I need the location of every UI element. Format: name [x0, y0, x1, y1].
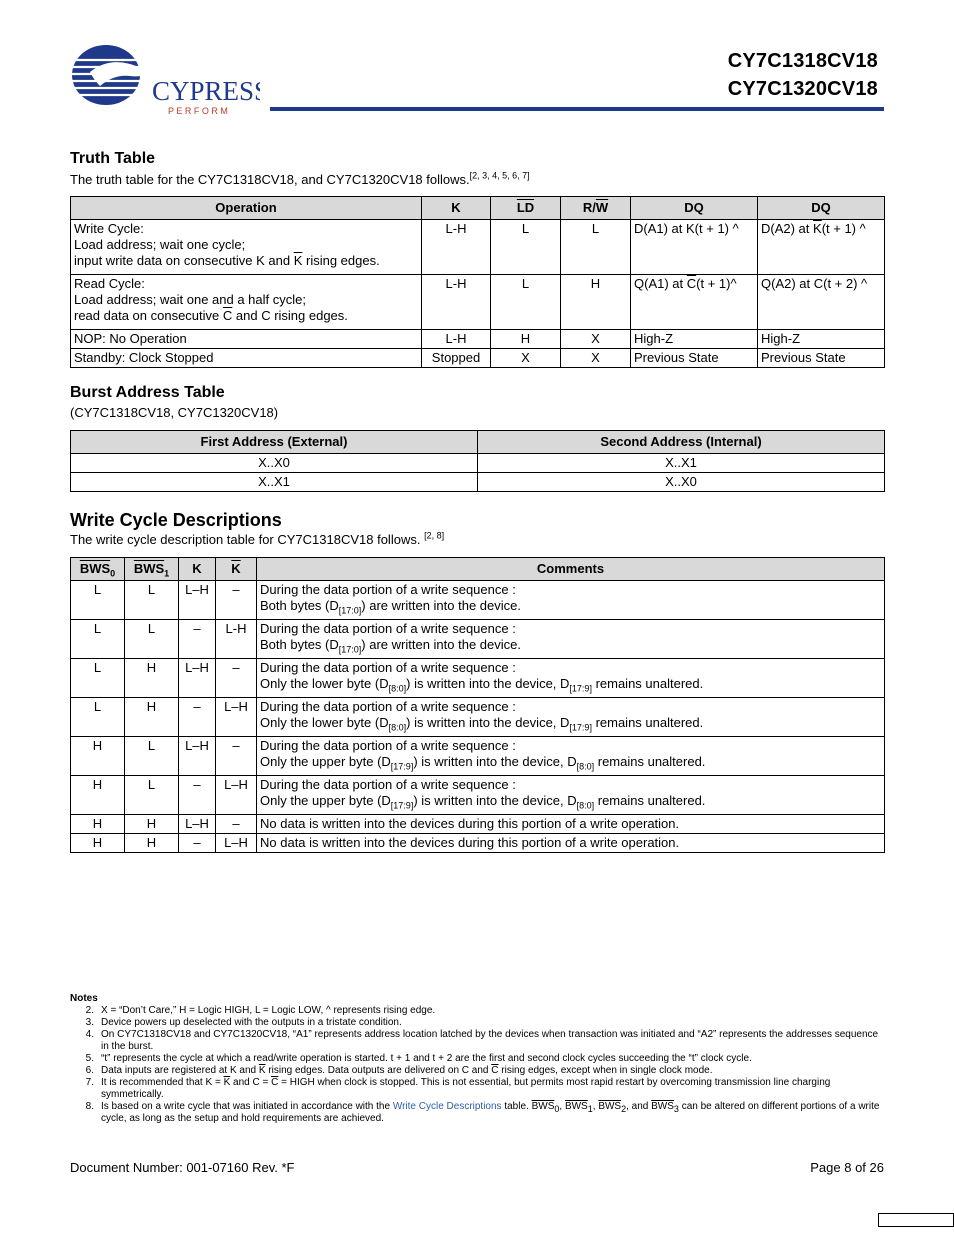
cell-bws0: H [71, 815, 125, 834]
cell-rw: L [561, 220, 631, 275]
write-table-title: Write Cycle Descriptions [70, 510, 282, 530]
notes [70, 993, 885, 1125]
cell-dq2: Previous State [758, 349, 885, 368]
write-table-header [71, 558, 885, 581]
cell-bws1: L [125, 581, 179, 620]
table-row [71, 737, 885, 776]
cypress-logo [70, 42, 260, 120]
col-rw: $R/\overline{W}$ [561, 197, 631, 220]
cell-bws1: H [125, 834, 179, 853]
note-3: 3. Device powers up deselected with the outputs in a tristate condition. [85, 1017, 402, 1028]
cell-k: L-H [422, 275, 491, 330]
col-k: K [179, 558, 216, 581]
table-row [71, 330, 885, 349]
cell-bws0: H [71, 834, 125, 853]
col-dq2: DQ [758, 197, 885, 220]
note-8: 8. Is based on a write cycle that was initiated in accordance with the Write Cycle Descriptions table. $\overline{BWS}_0$, $\overline{BWS}_1$, $\overline{BWS}_2$, and $\overline{BWS}_3$ can be altered on different portions of a write cycle, as long as the setup and hold requirements are achieved. [85, 1101, 880, 1124]
cell-k: L-H [422, 330, 491, 349]
cell-dq1: D(A1) at K(t + 1) ^ [631, 220, 758, 275]
note-5: 5. “t” represents the cycle at which a read/write operation is started. t + 1 and t + 2 are the first and second clock cycles succeeding the “t” clock cycle. [85, 1053, 752, 1064]
cell-rw: X [561, 349, 631, 368]
cell-operation: Write Cycle: Load address; wait one cycle; input write data on consecutive K and $\overline{K}$ rising edges. [71, 220, 422, 275]
col-bws0: $\overline{BWS}_0$ [71, 558, 125, 581]
cell-comment: No data is written into the devices during this portion of a write operation. [257, 834, 885, 853]
cell-operation: NOP: No Operation [71, 330, 422, 349]
cell-bws0: L [71, 620, 125, 659]
col-comments: Comments [257, 558, 885, 581]
burst-table-subtitle: (CY7C1318CV18, CY7C1320CV18) [70, 405, 279, 420]
cell-bws1: L [125, 620, 179, 659]
col-dq1: DQ [631, 197, 758, 220]
cell-second: X..X0 [478, 473, 885, 492]
table-row [71, 349, 885, 368]
cell-second: X..X1 [478, 454, 885, 473]
cell-comment: During the data portion of a write sequence : Only the lower byte $(D_{[8:0]})$ is written into the device, $D_{[17:9]}$ remains unaltered. [257, 698, 885, 737]
cell-bws0: H [71, 776, 125, 815]
cell-bws0: H [71, 737, 125, 776]
table-row [71, 220, 885, 275]
cell-k: – [179, 834, 216, 853]
table-row [71, 473, 885, 492]
cell-k: – [179, 620, 216, 659]
cell-ld: L [491, 275, 561, 330]
burst-table [70, 430, 885, 492]
truth-table-intro: The truth table for the CY7C1318CV18, and CY7C1320CV18 follows.[2, 3, 4, 5, 6, 7] [70, 170, 530, 187]
note-6: 6. Data inputs are registered at K and $\overline{K}$ rising edges. Data outputs are delivered on C and $\overline{C}$ rising edges, except when in single clock mode. [85, 1065, 713, 1076]
col-ld: $\overline{LD}$ [491, 197, 561, 220]
truth-table [70, 196, 885, 368]
cell-dq1: Previous State [631, 349, 758, 368]
cell-first: X..X0 [71, 454, 478, 473]
cell-bws0: L [71, 659, 125, 698]
notes-title: Notes [70, 993, 98, 1004]
cell-k: L–H [179, 737, 216, 776]
cell-kbar: – [216, 737, 257, 776]
table-row [71, 581, 885, 620]
write-cycle-table [70, 557, 885, 853]
burst-table-header [71, 431, 885, 454]
table-row [71, 454, 885, 473]
cell-kbar: L–H [216, 698, 257, 737]
cell-comment: During the data portion of a write sequence : Both bytes $(D_{[17:0]})$ are written into the device. [257, 620, 885, 659]
note-2: 2. X = “Don’t Care,” H = Logic HIGH, L = Logic LOW, ^ represents rising edge. [85, 1005, 436, 1016]
cell-rw: X [561, 330, 631, 349]
cell-ld: H [491, 330, 561, 349]
cell-dq2: High-Z [758, 330, 885, 349]
document-number: Document Number: 001-07160 Rev. *F [70, 1160, 295, 1175]
part-number-1: CY7C1318CV18 [727, 50, 878, 72]
cell-bws1: H [125, 659, 179, 698]
cell-kbar: L–H [216, 776, 257, 815]
cell-kbar: L–H [216, 834, 257, 853]
cell-k: L–H [179, 659, 216, 698]
cell-kbar: – [216, 659, 257, 698]
col-operation: Operation [71, 197, 422, 220]
table-row [71, 698, 885, 737]
note-4: 4. On CY7C1318CV18 and CY7C1320CV18, “A1” represents address location latched by the devices when transaction was initiated and “A2” represents the addresses sequence in the burst. [85, 1029, 879, 1052]
cell-k: Stopped [422, 349, 491, 368]
cell-bws0: L [71, 698, 125, 737]
cell-comment: During the data portion of a write sequence : Only the upper byte $(D_{[17:9]})$ is written into the device, $D_{[8:0]}$ remains unaltered. [257, 737, 885, 776]
logo-tagline: P E R F O R M [168, 106, 228, 116]
table-row [71, 275, 885, 330]
table-row [71, 834, 885, 853]
cell-dq1: High-Z [631, 330, 758, 349]
write-cycle-descriptions-link[interactable]: Write Cycle Descriptions [392, 1101, 502, 1112]
col-kbar: $\overline{K}$ [216, 558, 257, 581]
cell-dq2: D(A2) at $\overline{K}(t + 1)$ ^ [758, 220, 885, 275]
cell-kbar: – [216, 581, 257, 620]
cell-rw: H [561, 275, 631, 330]
cell-bws1: H [125, 698, 179, 737]
part-number-2: CY7C1320CV18 [727, 78, 878, 100]
cell-bws1: H [125, 815, 179, 834]
cell-k: L–H [179, 581, 216, 620]
cell-k: – [179, 776, 216, 815]
cell-first: X..X1 [71, 473, 478, 492]
cell-k: – [179, 698, 216, 737]
write-table-intro: The write cycle description table for CY7C1318CV18 follows. [2, 8] [70, 530, 445, 547]
cell-ld: X [491, 349, 561, 368]
cell-comment: During the data portion of a write sequence : Only the upper byte $(D_{[17:9]})$ is written into the device, $D_{[8:0]}$ remains unaltered. [257, 776, 885, 815]
cell-comment: During the data portion of a write sequence : Both bytes $(D_{[17:0]})$ are written into the device. [257, 581, 885, 620]
col-second-address: Second Address (Internal) [478, 431, 885, 454]
cell-comment: No data is written into the devices during this portion of a write operation. [257, 815, 885, 834]
cell-bws1: L [125, 737, 179, 776]
col-bws1: $\overline{BWS}_1$ [125, 558, 179, 581]
table-row [71, 815, 885, 834]
truth-table-header [71, 197, 885, 220]
table-row [71, 776, 885, 815]
header-rule [270, 107, 884, 111]
cell-comment: During the data portion of a write sequence : Only the lower byte $(D_{[8:0]})$ is written into the device, $D_{[17:9]}$ remains unaltered. [257, 659, 885, 698]
table-row [71, 620, 885, 659]
cell-operation: Standby: Clock Stopped [71, 349, 422, 368]
cell-dq2: Q(A2) at C(t + 2) ^ [758, 275, 885, 330]
cell-dq1: Q(A1) at $\overline{C}(t$ + 1)^ [631, 275, 758, 330]
cell-kbar: – [216, 815, 257, 834]
cell-ld: L [491, 220, 561, 275]
table-row [71, 659, 885, 698]
truth-table-title: Truth Table [70, 150, 156, 167]
feedback-box[interactable] [878, 1213, 954, 1227]
cell-k: L–H [179, 815, 216, 834]
cell-bws0: L [71, 581, 125, 620]
logo-brand-text: CYPRESS [152, 76, 260, 106]
cell-k: L-H [422, 220, 491, 275]
burst-table-title: Burst Address Table [70, 384, 225, 401]
cell-kbar: L-H [216, 620, 257, 659]
cell-bws1: L [125, 776, 179, 815]
col-k: K [422, 197, 491, 220]
note-7: 7. It is recommended that $K = \overline{K}$ and $C = \overline{C}$ = HIGH when clock is stopped. This is not essential, but permits most rapid restart by overcoming transmission line charging symmetrically. [85, 1077, 831, 1100]
page-number: Page 8 of 26 [810, 1160, 884, 1175]
cell-operation: Read Cycle: Load address; wait one and a half cycle; read data on consecutive $\overline{C}$ and C rising edges. [71, 275, 422, 330]
col-first-address: First Address (External) [71, 431, 478, 454]
